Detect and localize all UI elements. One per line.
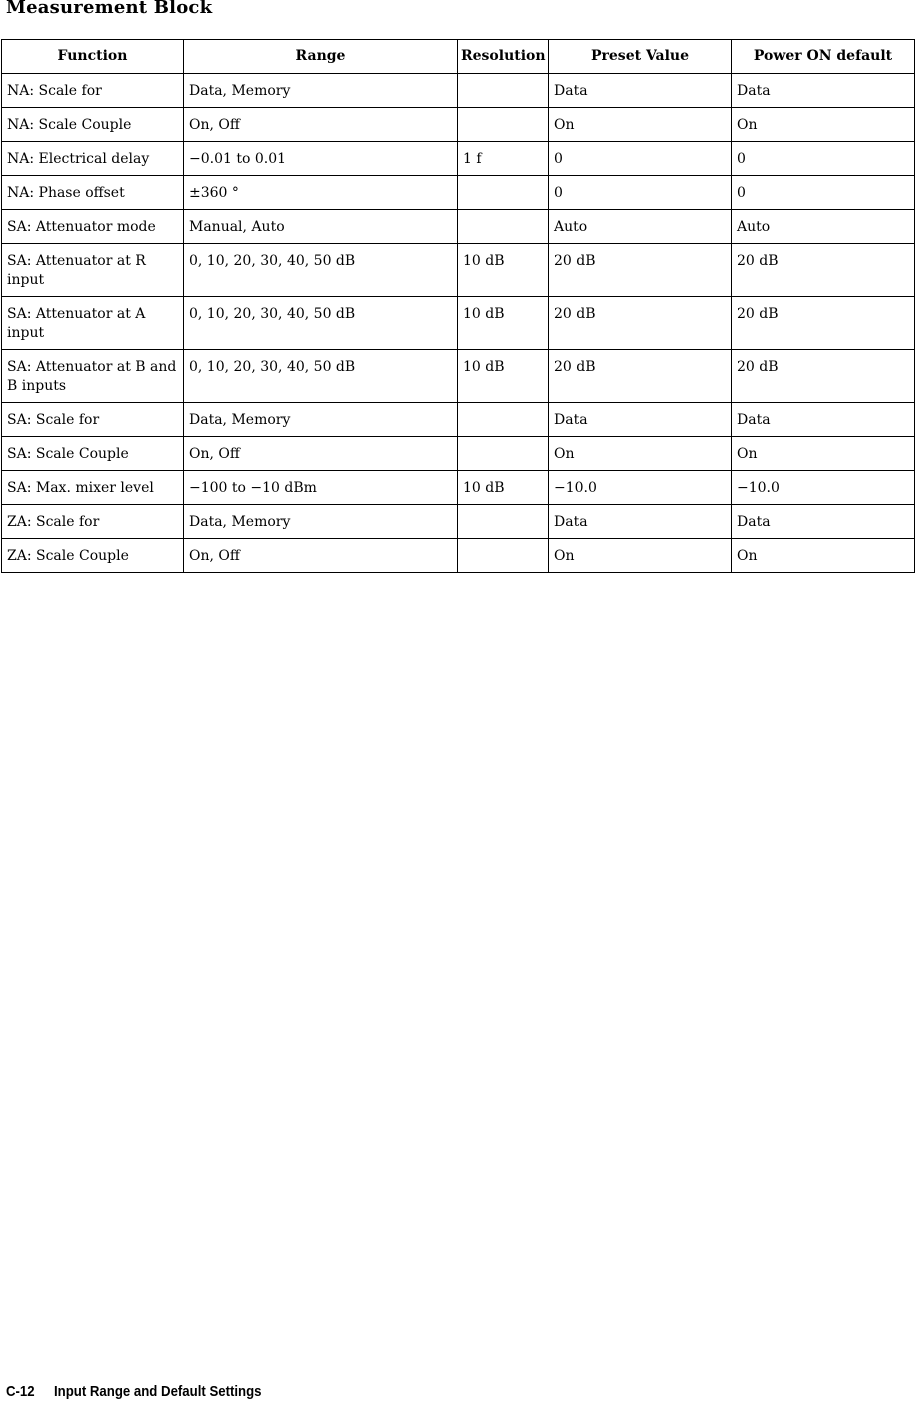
cell-function: SA: Attenuator at B and B inputs [2, 350, 184, 403]
table-row [2, 210, 915, 244]
cell-preset-value: Data [549, 403, 732, 437]
cell-power-on-default: Data [732, 74, 915, 108]
cell-resolution [458, 74, 549, 108]
chapter-title: Input Range and Default Settings [53, 1383, 262, 1400]
table-row [2, 176, 915, 210]
cell-function: NA: Scale Couple [2, 108, 184, 142]
cell-resolution: 1 f [458, 142, 549, 176]
column-header-range: Range [184, 40, 458, 74]
cell-power-on-default: 20 dB [732, 244, 915, 297]
cell-range: −0.01 to 0.01 [184, 142, 458, 176]
cell-preset-value: Data [549, 74, 732, 108]
cell-function: NA: Electrical delay [2, 142, 184, 176]
table-row [2, 471, 915, 505]
cell-range: −100 to −10 dBm [184, 471, 458, 505]
cell-resolution [458, 403, 549, 437]
table-row [2, 505, 915, 539]
cell-power-on-default: 0 [732, 176, 915, 210]
cell-preset-value: 0 [549, 142, 732, 176]
cell-range: On, Off [184, 437, 458, 471]
cell-function: NA: Phase offset [2, 176, 184, 210]
cell-range: 0, 10, 20, 30, 40, 50 dB [184, 244, 458, 297]
cell-preset-value: 0 [549, 176, 732, 210]
cell-function: ZA: Scale for [2, 505, 184, 539]
page-number: C-12 [6, 1383, 35, 1400]
cell-preset-value: −10.0 [549, 471, 732, 505]
cell-resolution [458, 437, 549, 471]
cell-range: 0, 10, 20, 30, 40, 50 dB [184, 297, 458, 350]
cell-function: SA: Attenuator at R input [2, 244, 184, 297]
cell-power-on-default: 20 dB [732, 297, 915, 350]
cell-preset-value: On [549, 108, 732, 142]
cell-function: SA: Scale Couple [2, 437, 184, 471]
cell-power-on-default: On [732, 539, 915, 573]
cell-resolution: 10 dB [458, 350, 549, 403]
cell-power-on-default: 0 [732, 142, 915, 176]
cell-preset-value: Data [549, 505, 732, 539]
column-header-preset-value: Preset Value [549, 40, 732, 74]
cell-resolution: 10 dB [458, 471, 549, 505]
table-row [2, 74, 915, 108]
page-footer [6, 1383, 262, 1400]
cell-range: Manual, Auto [184, 210, 458, 244]
column-header-resolution: Resolution [458, 40, 549, 74]
cell-range: ±360 ° [184, 176, 458, 210]
cell-range: On, Off [184, 539, 458, 573]
cell-power-on-default: On [732, 108, 915, 142]
cell-power-on-default: On [732, 437, 915, 471]
cell-resolution [458, 210, 549, 244]
cell-preset-value: Auto [549, 210, 732, 244]
table-row [2, 244, 915, 297]
cell-range: On, Off [184, 108, 458, 142]
cell-range: 0, 10, 20, 30, 40, 50 dB [184, 350, 458, 403]
table-row [2, 350, 915, 403]
cell-power-on-default: 20 dB [732, 350, 915, 403]
cell-resolution: 10 dB [458, 244, 549, 297]
cell-range: Data, Memory [184, 403, 458, 437]
cell-power-on-default: Data [732, 403, 915, 437]
cell-function: SA: Attenuator at A input [2, 297, 184, 350]
cell-resolution [458, 539, 549, 573]
table-row [2, 403, 915, 437]
cell-preset-value: On [549, 437, 732, 471]
column-header-function: Function [2, 40, 184, 74]
settings-table [1, 39, 915, 573]
cell-function: SA: Attenuator mode [2, 210, 184, 244]
cell-resolution [458, 176, 549, 210]
table-row [2, 108, 915, 142]
cell-function: ZA: Scale Couple [2, 539, 184, 573]
cell-resolution [458, 108, 549, 142]
cell-power-on-default: Auto [732, 210, 915, 244]
cell-resolution [458, 505, 549, 539]
cell-power-on-default: Data [732, 505, 915, 539]
cell-resolution: 10 dB [458, 297, 549, 350]
table-row [2, 539, 915, 573]
cell-preset-value: 20 dB [549, 244, 732, 297]
cell-power-on-default: −10.0 [732, 471, 915, 505]
table-row [2, 437, 915, 471]
cell-function: SA: Max. mixer level [2, 471, 184, 505]
cell-preset-value: 20 dB [549, 297, 732, 350]
cell-range: Data, Memory [184, 505, 458, 539]
column-header-power-on-default: Power ON default [732, 40, 915, 74]
section-title: Measurement Block [6, 0, 213, 18]
table-row [2, 297, 915, 350]
cell-range: Data, Memory [184, 74, 458, 108]
cell-preset-value: On [549, 539, 732, 573]
cell-function: NA: Scale for [2, 74, 184, 108]
cell-preset-value: 20 dB [549, 350, 732, 403]
table-row [2, 142, 915, 176]
table-header-row [2, 40, 915, 74]
cell-function: SA: Scale for [2, 403, 184, 437]
